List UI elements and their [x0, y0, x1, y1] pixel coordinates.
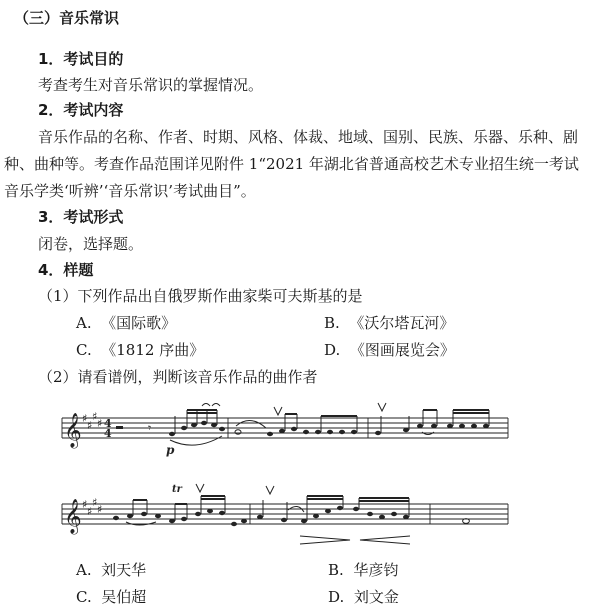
q1-option-b-text: 《沃尔塔瓦河》 — [349, 314, 455, 332]
svg-text:4: 4 — [104, 417, 112, 430]
q1-option-b — [324, 313, 454, 333]
purpose-text: 考查考生对音乐常识的掌握情况。 — [38, 76, 264, 94]
q1-option-d-label: D. — [324, 341, 341, 359]
format-text: 闭卷，选择题。 — [38, 235, 144, 253]
question2-stem: （2）请看谱例，判断该音乐作品的曲作者 — [38, 368, 318, 386]
q2-option-b — [328, 560, 398, 580]
q1-option-a — [76, 313, 176, 333]
q2-option-a-label: A. — [76, 561, 92, 579]
q2-option-c-text: 吴伯超 — [101, 588, 147, 606]
q2-option-d-label: D. — [328, 588, 345, 606]
key-signature-sharps — [82, 410, 102, 432]
svg-text:♯: ♯ — [87, 505, 93, 518]
svg-text:♯: ♯ — [97, 417, 103, 430]
svg-text:𝄞: 𝄞 — [64, 499, 82, 534]
music-score-line-1 — [60, 396, 510, 464]
svg-text:♯: ♯ — [82, 498, 88, 511]
content-line-1: 音乐作品的名称、作者、时期、风格、体裁、地域、国别、民族、乐器、乐种、剧 — [38, 128, 579, 146]
sample-heading: 4．样题 — [38, 261, 94, 279]
q2-option-b-label: B. — [328, 561, 344, 579]
svg-text:♯: ♯ — [97, 503, 103, 516]
svg-text:♯: ♯ — [92, 410, 98, 423]
trill-marking: tr — [172, 484, 182, 495]
q1-option-c-label: C. — [76, 341, 92, 359]
question1-stem: （1）下列作品出自俄罗斯作曲家柴可夫斯基的是 — [38, 287, 363, 305]
svg-text:♯: ♯ — [87, 419, 93, 432]
format-heading: 3．考试形式 — [38, 208, 124, 226]
content-line-2: 种、曲种等。考查作品范围详见附件 1“2021 年湖北省普通高校艺术专业招生统一考试 — [4, 155, 579, 173]
content-line-3: 音乐学类‘听辨’‘音乐常识’考试曲目”。 — [4, 182, 256, 200]
q1-option-d — [324, 340, 455, 360]
svg-text:4: 4 — [104, 427, 112, 440]
notes-line2-measure-2 — [257, 506, 409, 523]
purpose-heading: 1．考试目的 — [38, 50, 124, 68]
svg-text:𝄞: 𝄞 — [64, 413, 82, 448]
q1-option-c-text: 《1812 序曲》 — [101, 341, 205, 359]
q2-option-c — [76, 587, 146, 607]
time-signature — [104, 417, 112, 440]
dynamic-marking: p — [166, 443, 175, 457]
treble-clef-icon-2 — [64, 499, 82, 535]
svg-text:♯: ♯ — [82, 412, 88, 425]
eighth-rest: 𝄾 — [148, 421, 152, 435]
q2-option-c-label: C. — [76, 588, 92, 606]
q2-option-d-text: 刘文金 — [353, 588, 399, 606]
q1-option-b-label: B. — [324, 314, 340, 332]
whole-rest — [116, 426, 123, 429]
section-title: （三）音乐常识 — [14, 9, 120, 27]
q1-option-d-text: 《图画展览会》 — [349, 341, 455, 359]
q1-option-c — [76, 340, 204, 360]
q2-option-d — [328, 587, 399, 607]
music-score-line-2 — [60, 480, 510, 552]
q2-option-a-text: 刘天华 — [101, 561, 147, 579]
content-heading: 2．考试内容 — [38, 101, 124, 119]
q2-option-b-text: 华彦钧 — [353, 561, 399, 579]
svg-text:♯: ♯ — [92, 496, 98, 509]
q1-option-a-label: A. — [76, 314, 92, 332]
q2-option-a — [76, 560, 146, 580]
q1-option-a-text: 《国际歌》 — [101, 314, 177, 332]
key-signature-sharps-2 — [82, 496, 102, 518]
treble-clef-icon — [64, 413, 82, 449]
